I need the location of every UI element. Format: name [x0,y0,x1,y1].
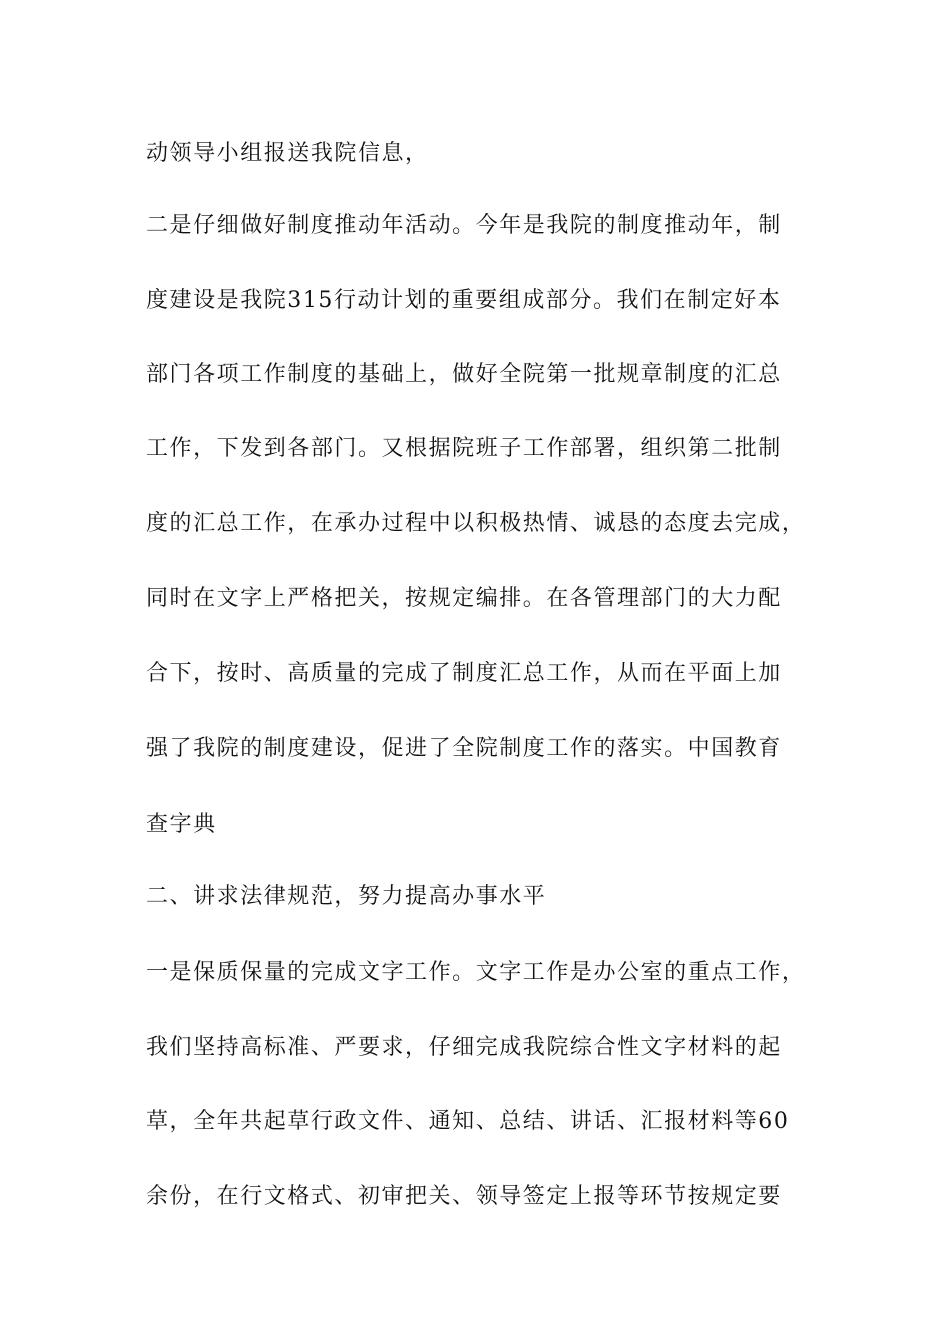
text-line: 我们坚持高标准、严要求，仔细完成我院综合性文字材料的起 [146,1035,782,1060]
text-line: 同时在文字上严格把关，按规定编排。在各管理部门的大力配 [146,586,782,611]
text-line: 度建设是我院315行动计划的重要组成部分。我们在制定好本 [146,288,782,313]
text-line: 草，全年共起草行政文件、通知、总结、讲话、汇报材料等60 [146,1109,790,1134]
text-line: 一是保质保量的完成文字工作。文字工作是办公室的重点工作， [146,960,806,985]
text-line: 度的汇总工作，在承办过程中以积极热情、诚恳的态度去完成， [146,511,806,536]
text-line: 工作，下发到各部门。又根据院班子工作部署，组织第二批制 [146,436,782,461]
text-line: 动领导小组报送我院信息， [146,141,429,166]
text-line: 合下，按时、高质量的完成了制度汇总工作，从而在平面上加 [146,661,782,686]
section-heading: 二、讲求法律规范，努力提高办事水平 [146,884,547,909]
text-line: 部门各项工作制度的基础上，做好全院第一批规章制度的汇总 [146,362,782,387]
text-line: 余份，在行文格式、初审把关、领导签定上报等环节按规定要 [146,1184,782,1209]
text-line: 二是仔细做好制度推动年活动。今年是我院的制度推动年，制 [146,213,782,238]
text-line: 强了我院的制度建设，促进了全院制度工作的落实。中国教育 [146,736,782,761]
text-line: 查字典 [146,812,217,837]
